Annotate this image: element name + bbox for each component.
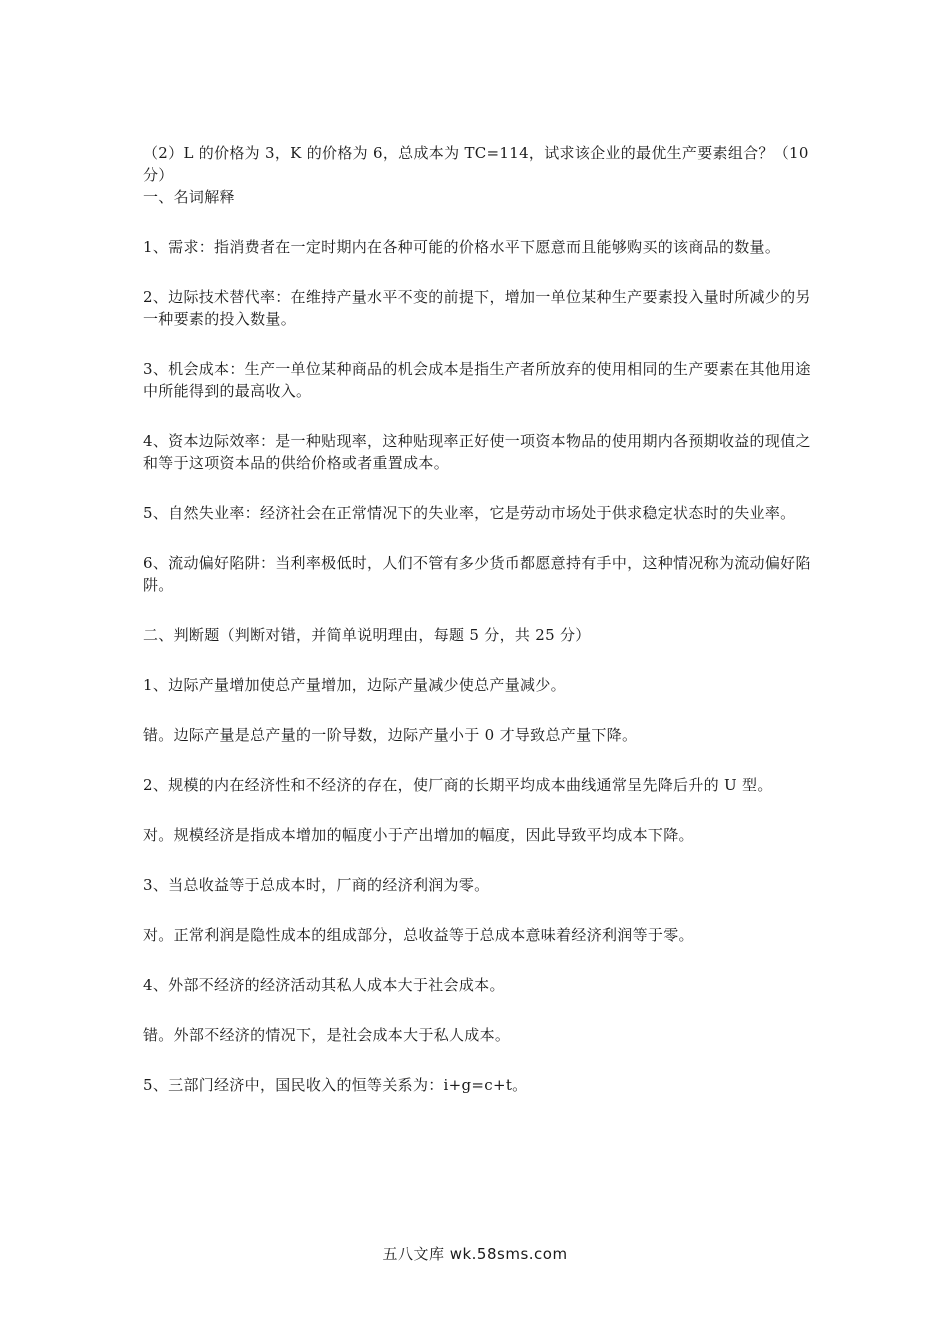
definition-item: 2、边际技术替代率：在维持产量水平不变的前提下，增加一单位某种生产要素投入量时所减少的另一种要素的投入数量。	[143, 288, 811, 328]
question-part-2: （2）L 的价格为 3，K 的价格为 6，总成本为 TC=114，试求该企业的最优生产要素组合？（10 分）	[143, 144, 809, 184]
judgment-question: 3、当总收益等于总成本时，厂商的经济利润为零。	[143, 876, 490, 894]
judgment-question: 5、三部门经济中，国民收入的恒等关系为：i+g=c+t。	[143, 1076, 528, 1094]
definition-item: 5、自然失业率：经济社会在正常情况下的失业率，它是劳动市场处于供求稳定状态时的失业率。	[143, 504, 796, 522]
section-title-judgments: 二、判断题（判断对错，并简单说明理由，每题 5 分，共 25 分）	[143, 626, 591, 644]
definition-item: 6、流动偏好陷阱：当利率极低时，人们不管有多少货币都愿意持有手中，这种情况称为流动偏好陷阱。	[143, 554, 811, 594]
judgment-question: 4、外部不经济的经济活动其私人成本大于社会成本。	[143, 976, 505, 994]
section-title-definitions: 一、名词解释	[143, 188, 235, 206]
footer-watermark: 五八文库 wk.58sms.com	[382, 1245, 568, 1263]
document-body	[143, 142, 813, 1096]
definition-item: 1、需求：指消费者在一定时期内在各种可能的价格水平下愿意而且能够购买的该商品的数量。	[143, 238, 781, 256]
judgment-answer: 错。外部不经济的情况下，是社会成本大于私人成本。	[143, 1026, 511, 1044]
judgment-answer: 对。规模经济是指成本增加的幅度小于产出增加的幅度，因此导致平均成本下降。	[143, 826, 694, 844]
judgment-question: 1、边际产量增加使总产量增加，边际产量减少使总产量减少。	[143, 676, 566, 694]
definition-item: 3、机会成本：生产一单位某种商品的机会成本是指生产者所放弃的使用相同的生产要素在其他用途中所能得到的最高收入。	[143, 360, 811, 400]
judgment-question: 2、规模的内在经济性和不经济的存在，使厂商的长期平均成本曲线通常呈先降后升的 U 型。	[143, 776, 773, 794]
definition-item: 4、资本边际效率：是一种贴现率，这种贴现率正好使一项资本物品的使用期内各预期收益的现值之和等于这项资本品的供给价格或者重置成本。	[143, 432, 811, 472]
judgment-answer: 对。正常利润是隐性成本的组成部分，总收益等于总成本意味着经济利润等于零。	[143, 926, 694, 944]
judgment-answer: 错。边际产量是总产量的一阶导数，边际产量小于 0 才导致总产量下降。	[143, 726, 638, 744]
